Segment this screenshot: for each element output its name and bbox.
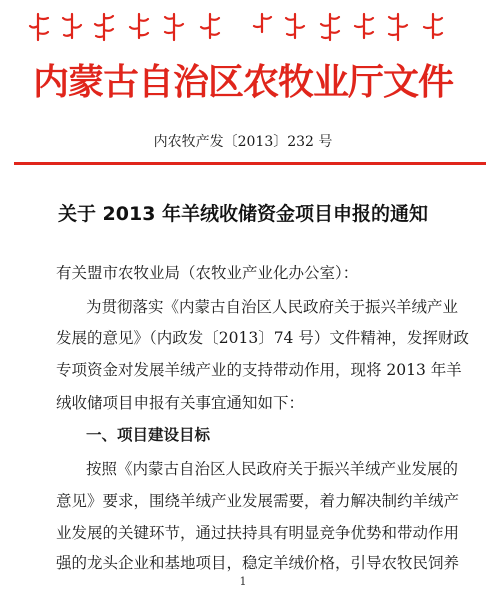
mongolian-script-header [0,8,486,46]
paragraph-line: 专项资金对发展羊绒产业的支持带动作用，现将 2013 年羊 [56,361,462,379]
paragraph-line: 意见》要求，围绕羊绒产业发展需要，着力解决制约羊绒产 [56,492,460,510]
paragraph-line: 强的龙头企业和基地项目，稳定羊绒价格，引导农牧民饲养 [56,554,460,572]
paragraph-line: 按照《内蒙古自治区人民政府关于振兴羊绒产业发展的 [86,460,459,478]
paragraph-line: 发展的意见》（内政发〔2013〕74 号）文件精神，发挥财政 [56,329,469,347]
salutation: 有关盟市农牧业局（农牧业产业化办公室）： [56,264,359,282]
page-number: 1 [239,575,247,588]
letterhead-title: 内蒙古自治区农牧业厅文件 [32,62,453,103]
document-title: 关于 2013 年羊绒收储资金项目申报的通知 [57,203,429,225]
mongolian-script-graphic [0,8,486,46]
paragraph-line: 业发展的关键环节，通过扶持具有明显竞争优势和带动作用 [56,524,460,542]
document-number: 内农牧产发〔2013〕232 号 [153,134,333,150]
paragraph-line: 为贯彻落实《内蒙古自治区人民政府关于振兴羊绒产业 [86,298,459,316]
paragraph-line: 绒收储项目申报有关事宜通知如下： [56,394,305,412]
red-separator-rule [14,162,486,165]
section-heading: 一、项目建设目标 [86,426,211,444]
